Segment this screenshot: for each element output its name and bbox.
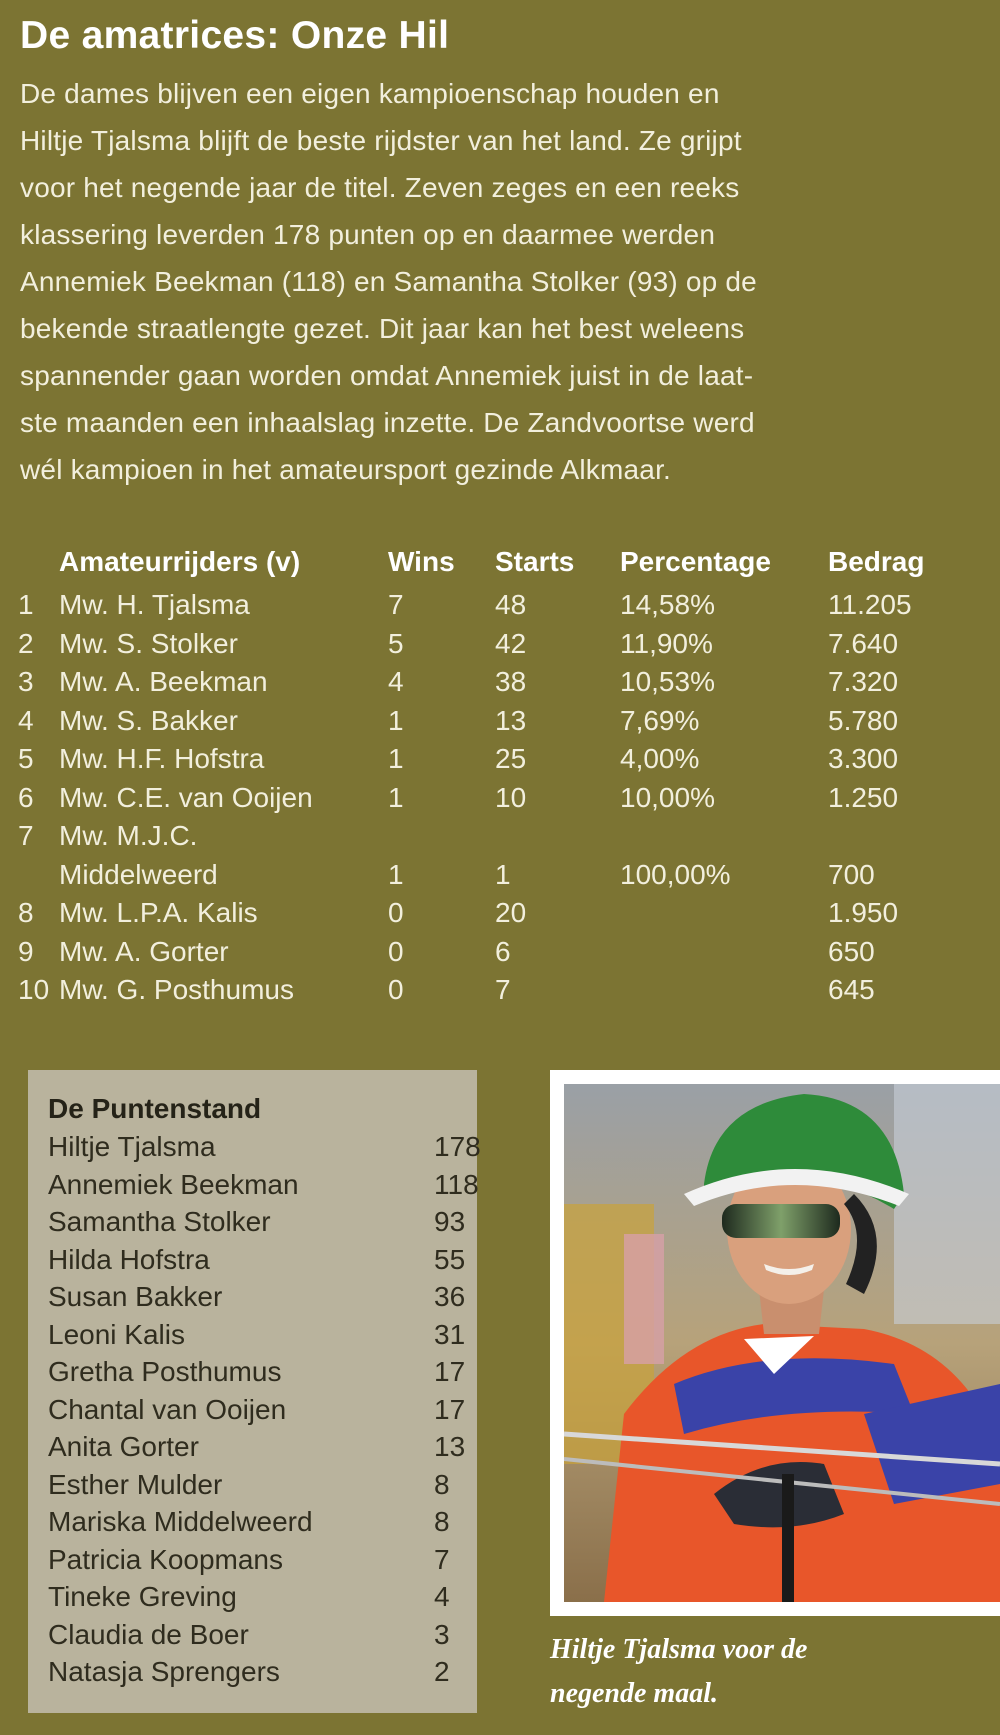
wins-cell: 0 [388,897,404,928]
standings-points: 4 [434,1581,450,1612]
amount-cell: 645 [828,974,875,1005]
table-row [0,894,1000,933]
amount-cell: 5.780 [828,704,899,736]
standings-row [48,1616,477,1654]
intro-line: spannender gaan worden omdat Annemiek juist in de laat- [20,360,754,391]
standings-name: Gretha Posthumus [48,1356,282,1387]
rank-cell: 6 [18,781,34,813]
wins-cell: 0 [388,935,404,967]
wins-cell: 1 [388,704,404,736]
name-cell: Mw. S. Bakker [59,704,238,736]
intro-line: De dames blijven een eigen kampioenschap houden en [20,78,720,109]
starts-cell: 38 [495,666,527,697]
intro-line: bekende straatlengte gezet. Dit jaar kan het best weleens [20,313,745,344]
standings-points: 13 [434,1431,466,1462]
results-table-body [0,586,1000,1010]
standings-name: Hiltje Tjalsma [48,1131,216,1162]
percentage-cell: 11,90% [620,627,713,659]
wins-cell: 0 [388,974,404,1005]
standings-name: Patricia Koopmans [48,1543,284,1575]
amount-cell: 7.320 [828,666,899,697]
standings-points: 17 [434,1393,466,1425]
caption-line: negende maal. [550,1678,718,1709]
name-cell: Mw. A. Gorter [59,935,229,967]
name-cell: Mw. M.J.C. [59,820,198,851]
rank-cell: 5 [18,743,34,774]
standings-points: 2 [434,1656,450,1687]
intro-line: voor het negende jaar de titel. Zeven zeges en een reeks [20,172,740,203]
header-name: Amateurrijders (v) [59,546,301,577]
standings-points: 8 [434,1506,450,1537]
wins-cell: 1 [388,858,404,890]
table-row [0,971,1000,1010]
header-starts: Starts [495,546,575,577]
name-cell: Mw. G. Posthumus [59,974,294,1005]
rank-cell: 3 [18,666,34,697]
standings-title: De Puntenstand [48,1093,262,1124]
standings-name: Chantal van Ooijen [48,1393,287,1425]
intro-line: Hiltje Tjalsma blijft de beste rijdster van het land. Ze grijpt [20,125,742,156]
standings-points: 17 [434,1356,466,1387]
standings-name: Tineke Greving [48,1581,237,1612]
standings-row [48,1541,477,1579]
standings-name: Samantha Stolker [48,1206,271,1237]
standings-name: Anita Gorter [48,1431,199,1462]
table-row [0,779,1000,818]
standings-name: Claudia de Boer [48,1618,249,1650]
starts-cell: 48 [495,589,527,620]
starts-cell: 10 [495,781,527,813]
standings-name: Hilda Hofstra [48,1243,210,1275]
standings-row [48,1166,477,1204]
table-row [0,663,1000,702]
rank-cell: 2 [18,627,34,659]
percentage-cell: 100,00% [620,858,731,890]
rank-cell: 1 [18,589,34,620]
wins-cell: 1 [388,743,404,774]
driver-photo [564,1084,1000,1602]
standings-points: 178 [434,1131,481,1162]
amount-cell: 7.640 [828,627,899,659]
standings-row [48,1316,477,1354]
standings-points: 8 [434,1468,450,1500]
standings-row [48,1128,481,1166]
amount-cell: 700 [828,858,875,890]
starts-cell: 7 [495,974,511,1005]
header-wins: Wins [388,546,455,577]
standings-points: 7 [434,1543,450,1575]
standings-name: Leoni Kalis [48,1318,185,1350]
wins-cell: 7 [388,589,404,620]
standings-row [48,1428,477,1466]
header-percentage: Percentage [620,546,771,577]
photo-caption [550,1628,990,1716]
name-cell: Mw. L.P.A. Kalis [59,897,258,928]
percentage-cell: 10,00% [620,781,715,813]
standings-points: 55 [434,1243,466,1275]
starts-cell: 13 [495,704,527,736]
wins-cell: 5 [388,627,404,659]
standings-name: Susan Bakker [48,1281,223,1312]
name-cell: Mw. S. Stolker [59,627,238,659]
percentage-cell: 10,53% [620,666,715,697]
intro-line: wél kampioen in het amateursport gezinde Alkmaar. [20,454,672,485]
standings-points: 93 [434,1206,466,1237]
rank-cell: 4 [18,704,34,736]
starts-cell: 6 [495,935,511,967]
article-title: De amatrices: Onze Hil [20,14,450,57]
rank-cell: 10 [18,974,50,1005]
intro-line: ste maanden een inhaalslag inzette. De Zandvoortse werd [20,407,755,438]
amount-cell: 11.205 [828,589,912,620]
percentage-cell: 7,69% [620,704,700,736]
starts-cell: 20 [495,897,527,928]
standings-points: 118 [434,1168,479,1200]
standings-row [48,1466,477,1504]
amount-cell: 650 [828,935,875,967]
standings-points: 31 [434,1318,466,1350]
header-amount: Bedrag [828,546,925,577]
name-cell: Mw. H. Tjalsma [59,589,250,620]
table-row [0,740,1000,779]
name-cell: Mw. A. Beekman [59,666,268,697]
standings-row [48,1278,477,1316]
amount-cell: 1.950 [828,897,899,928]
standings-row [48,1203,477,1241]
standings-points: 3 [434,1618,450,1650]
rank-cell: 8 [18,897,34,928]
standings-list [48,1128,481,1691]
amount-cell: 1.250 [828,781,899,813]
standings-name: Annemiek Beekman [48,1168,299,1200]
standings-name: Natasja Sprengers [48,1656,280,1687]
table-row [0,702,1000,741]
starts-cell: 1 [495,858,511,890]
standings-row [48,1391,477,1429]
starts-cell: 25 [495,743,527,774]
caption-line: Hiltje Tjalsma voor de [550,1634,808,1665]
standings-row [48,1653,477,1691]
standings-box [28,1070,481,1713]
table-row [0,817,1000,894]
intro-paragraph [20,70,980,493]
standings-row [48,1503,477,1541]
table-row [0,586,1000,625]
percentage-cell: 4,00% [620,743,700,774]
percentage-cell: 14,58% [620,589,715,620]
intro-line: Annemiek Beekman (118) en Samantha Stolker (93) op de [20,266,757,297]
table-row [0,625,1000,664]
standings-points: 36 [434,1281,466,1312]
rank-cell: 7 [18,820,34,851]
name-cell-continued: Middelweerd [59,858,218,890]
table-row [0,933,1000,972]
photo-frame [550,1070,1000,1616]
standings-row [48,1578,477,1616]
standings-name: Esther Mulder [48,1468,223,1500]
name-cell: Mw. H.F. Hofstra [59,743,265,774]
intro-line: klassering leverden 178 punten op en daarmee werden [20,219,716,250]
starts-cell: 42 [495,627,527,659]
amount-cell: 3.300 [828,743,899,774]
standings-row [48,1353,477,1391]
rank-cell: 9 [18,935,34,967]
standings-row [48,1241,477,1279]
standings-name: Mariska Middelweerd [48,1506,313,1537]
name-cell: Mw. C.E. van Ooijen [59,781,313,813]
results-table-header [0,546,1000,586]
wins-cell: 4 [388,666,404,697]
wins-cell: 1 [388,781,404,813]
